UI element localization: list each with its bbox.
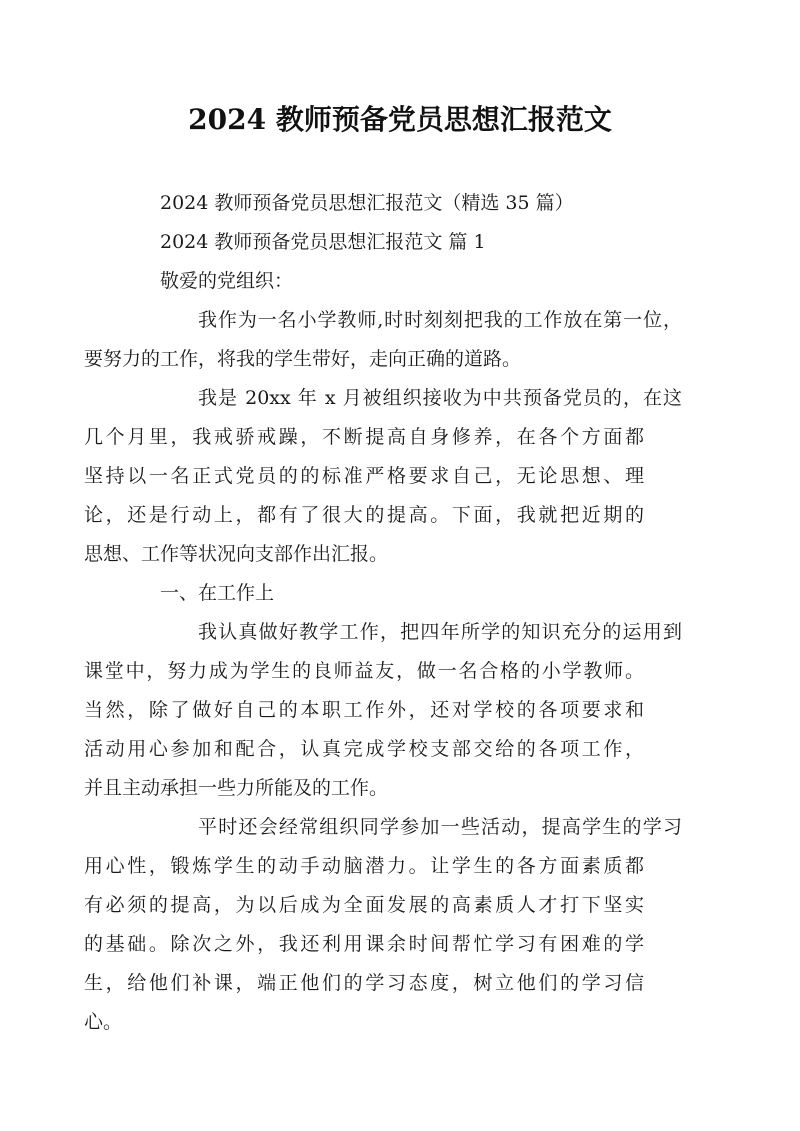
paragraph-line: 我是 20xx 年 x 月被组织接收为中共预备党员的，在这 [198,387,682,409]
paragraph-line: 论，还是行动上，都有了很大的提高。下面，我就把近期的 [84,504,644,526]
paragraph [84,613,682,808]
paragraph [84,379,682,574]
paragraph-line: 我认真做好教学工作，把四年所学的知识充分的运用到 [198,621,682,643]
paragraph-line: 平时还会经常组织同学参加一些活动，提高学生的学习 [198,816,682,838]
document-title: 2024 教师预备党员思想汇报范文 [188,103,612,136]
paragraph-line: 生，给他们补课，端正他们的学习态度，树立他们的学习信 [84,972,644,994]
paragraph [122,262,682,301]
paragraph-line: 的基础。除次之外，我还利用课余时间帮忙学习有困难的学 [84,933,644,955]
paragraph [84,808,682,1042]
paragraph-line: 活动用心参加和配合，认真完成学校支部交给的各项工作， [84,738,644,760]
paragraph-line: 敬爱的党组织： [160,270,294,292]
paragraph-line: 一、在工作上 [160,582,275,604]
paragraph-line: 2024 教师预备党员思想汇报范文（精选 35 篇） [160,192,574,214]
paragraph-line: 当然，除了做好自己的本职工作外，还对学校的各项要求和 [84,699,644,721]
paragraph-line: 有必须的提高，为以后成为全面发展的高素质人才打下坚实 [84,894,644,916]
paragraph-line: 几个月里，我戒骄戒躁，不断提高自身修养，在各个方面都 [84,426,644,448]
paragraph-line: 课堂中，努力成为学生的良师益友，做一名合格的小学教师。 [84,660,644,682]
paragraph-line: 2024 教师预备党员思想汇报范文 篇 1 [160,231,486,253]
paragraph-line: 坚持以一名正式党员的的标准严格要求自己，无论思想、理 [84,465,644,487]
paragraph-line: 我作为一名小学教师,时时刻刻把我的工作放在第一位， [198,309,682,331]
paragraph-line: 并且主动承担一些力所能及的工作。 [84,777,389,799]
paragraph-line: 思想、工作等状况向支部作出汇报。 [84,543,389,565]
paragraph-line: 要努力的工作，将我的学生带好，走向正确的道路。 [84,348,522,370]
document-body [84,184,682,1042]
paragraph [84,301,682,379]
paragraph-line: 心。 [84,1011,123,1033]
paragraph [122,223,682,262]
paragraph-line: 用心性，锻炼学生的动手动脑潜力。让学生的各方面素质都 [84,855,644,877]
paragraph [122,574,682,613]
paragraph [122,184,682,223]
